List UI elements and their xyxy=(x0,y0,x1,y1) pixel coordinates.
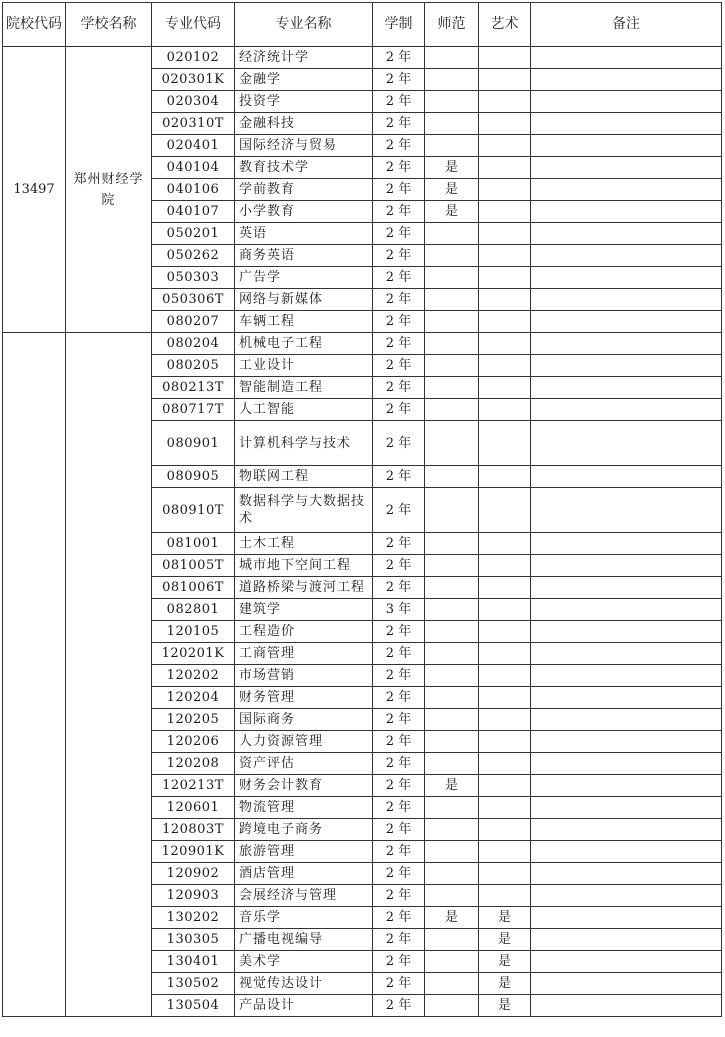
major-name-cell: 工业设计 xyxy=(235,355,373,377)
major-code-cell: 120213T xyxy=(152,775,235,797)
normal-flag-cell xyxy=(425,421,479,466)
normal-flag-cell xyxy=(425,709,479,731)
normal-flag-cell xyxy=(425,885,479,907)
art-flag-cell xyxy=(479,709,531,731)
major-code-cell: 082801 xyxy=(152,599,235,621)
remark-cell xyxy=(531,488,722,533)
years-cell: 2 年 xyxy=(373,201,425,223)
remark-cell xyxy=(531,995,722,1017)
normal-flag-cell xyxy=(425,466,479,488)
art-flag-cell xyxy=(479,69,531,91)
major-code-cell: 050303 xyxy=(152,267,235,289)
years-cell: 2 年 xyxy=(373,488,425,533)
years-cell: 2 年 xyxy=(373,775,425,797)
years-cell: 2 年 xyxy=(373,687,425,709)
art-flag-cell xyxy=(479,245,531,267)
major-code-cell: 130202 xyxy=(152,907,235,929)
years-cell: 2 年 xyxy=(373,113,425,135)
remark-cell xyxy=(531,245,722,267)
major-name-cell: 网络与新媒体 xyxy=(235,289,373,311)
years-cell: 2 年 xyxy=(373,399,425,421)
major-name-cell: 财务管理 xyxy=(235,687,373,709)
years-cell: 2 年 xyxy=(373,797,425,819)
normal-flag-cell xyxy=(425,665,479,687)
major-code-cell: 050201 xyxy=(152,223,235,245)
major-code-cell: 080717T xyxy=(152,399,235,421)
years-cell: 2 年 xyxy=(373,951,425,973)
normal-flag-cell xyxy=(425,995,479,1017)
major-name-cell: 旅游管理 xyxy=(235,841,373,863)
remark-cell xyxy=(531,841,722,863)
major-name-cell: 金融科技 xyxy=(235,113,373,135)
normal-flag-cell: 是 xyxy=(425,775,479,797)
remark-cell xyxy=(531,113,722,135)
major-name-cell: 美术学 xyxy=(235,951,373,973)
major-name-cell: 投资学 xyxy=(235,91,373,113)
remark-cell xyxy=(531,687,722,709)
art-flag-cell xyxy=(479,687,531,709)
art-flag-cell xyxy=(479,819,531,841)
header-art: 艺术 xyxy=(479,3,531,47)
art-flag-cell: 是 xyxy=(479,973,531,995)
remark-cell xyxy=(531,157,722,179)
major-name-cell: 机械电子工程 xyxy=(235,333,373,355)
years-cell: 2 年 xyxy=(373,179,425,201)
major-name-cell: 音乐学 xyxy=(235,907,373,929)
normal-flag-cell: 是 xyxy=(425,907,479,929)
major-code-cell: 080207 xyxy=(152,311,235,333)
normal-flag-cell xyxy=(425,973,479,995)
major-code-cell: 081001 xyxy=(152,533,235,555)
remark-cell xyxy=(531,333,722,355)
header-major-name: 专业名称 xyxy=(235,3,373,47)
remark-cell xyxy=(531,731,722,753)
major-name-cell: 数据科学与大数据技术 xyxy=(235,488,373,533)
years-cell: 2 年 xyxy=(373,995,425,1017)
remark-cell xyxy=(531,577,722,599)
art-flag-cell xyxy=(479,731,531,753)
normal-flag-cell: 是 xyxy=(425,157,479,179)
normal-flag-cell xyxy=(425,47,479,69)
major-name-cell: 经济统计学 xyxy=(235,47,373,69)
major-name-cell: 酒店管理 xyxy=(235,863,373,885)
years-cell: 2 年 xyxy=(373,466,425,488)
normal-flag-cell xyxy=(425,863,479,885)
art-flag-cell: 是 xyxy=(479,951,531,973)
major-code-cell: 081005T xyxy=(152,555,235,577)
remark-cell xyxy=(531,355,722,377)
major-code-cell: 130401 xyxy=(152,951,235,973)
remark-cell xyxy=(531,797,722,819)
normal-flag-cell xyxy=(425,289,479,311)
major-name-cell: 建筑学 xyxy=(235,599,373,621)
table-row xyxy=(3,333,722,355)
art-flag-cell xyxy=(479,797,531,819)
major-code-cell: 020102 xyxy=(152,47,235,69)
art-flag-cell xyxy=(479,289,531,311)
major-code-cell: 120204 xyxy=(152,687,235,709)
years-cell: 2 年 xyxy=(373,841,425,863)
header-major-code: 专业代码 xyxy=(152,3,235,47)
major-name-cell: 英语 xyxy=(235,223,373,245)
normal-flag-cell xyxy=(425,113,479,135)
years-cell: 2 年 xyxy=(373,421,425,466)
art-flag-cell xyxy=(479,333,531,355)
normal-flag-cell xyxy=(425,797,479,819)
remark-cell xyxy=(531,421,722,466)
years-cell: 2 年 xyxy=(373,245,425,267)
major-name-cell: 人工智能 xyxy=(235,399,373,421)
major-code-cell: 120206 xyxy=(152,731,235,753)
art-flag-cell xyxy=(479,179,531,201)
years-cell: 2 年 xyxy=(373,555,425,577)
normal-flag-cell xyxy=(425,399,479,421)
normal-flag-cell xyxy=(425,223,479,245)
normal-flag-cell: 是 xyxy=(425,179,479,201)
major-name-cell: 市场营销 xyxy=(235,665,373,687)
major-code-cell: 040104 xyxy=(152,157,235,179)
remark-cell xyxy=(531,533,722,555)
art-flag-cell xyxy=(479,135,531,157)
major-name-cell: 道路桥梁与渡河工程 xyxy=(235,577,373,599)
major-name-cell: 跨境电子商务 xyxy=(235,819,373,841)
major-name-cell: 视觉传达设计 xyxy=(235,973,373,995)
major-code-cell: 130504 xyxy=(152,995,235,1017)
header-remark: 备注 xyxy=(531,3,722,47)
major-name-cell: 工商管理 xyxy=(235,643,373,665)
years-cell: 2 年 xyxy=(373,355,425,377)
remark-cell xyxy=(531,311,722,333)
art-flag-cell xyxy=(479,311,531,333)
art-flag-cell xyxy=(479,223,531,245)
remark-cell xyxy=(531,819,722,841)
art-flag-cell xyxy=(479,47,531,69)
major-code-cell: 040107 xyxy=(152,201,235,223)
art-flag-cell: 是 xyxy=(479,907,531,929)
school-name-cell: 郑州财经学院 xyxy=(66,47,152,333)
art-flag-cell: 是 xyxy=(479,995,531,1017)
major-name-cell: 城市地下空间工程 xyxy=(235,555,373,577)
school-code-cell xyxy=(3,333,66,1017)
header-school-code: 院校代码 xyxy=(3,3,66,47)
normal-flag-cell xyxy=(425,643,479,665)
years-cell: 3 年 xyxy=(373,599,425,621)
years-cell: 2 年 xyxy=(373,91,425,113)
major-code-cell: 080204 xyxy=(152,333,235,355)
major-name-cell: 人力资源管理 xyxy=(235,731,373,753)
major-code-cell: 120208 xyxy=(152,753,235,775)
normal-flag-cell xyxy=(425,488,479,533)
normal-flag-cell xyxy=(425,929,479,951)
remark-cell xyxy=(531,973,722,995)
years-cell: 2 年 xyxy=(373,929,425,951)
major-code-cell: 120803T xyxy=(152,819,235,841)
remark-cell xyxy=(531,201,722,223)
major-name-cell: 土木工程 xyxy=(235,533,373,555)
normal-flag-cell xyxy=(425,731,479,753)
normal-flag-cell: 是 xyxy=(425,201,479,223)
major-code-cell: 020310T xyxy=(152,113,235,135)
major-code-cell: 050262 xyxy=(152,245,235,267)
art-flag-cell xyxy=(479,621,531,643)
art-flag-cell xyxy=(479,355,531,377)
remark-cell xyxy=(531,929,722,951)
remark-cell xyxy=(531,47,722,69)
major-code-cell: 120202 xyxy=(152,665,235,687)
major-name-cell: 国际商务 xyxy=(235,709,373,731)
major-name-cell: 广播电视编导 xyxy=(235,929,373,951)
years-cell: 2 年 xyxy=(373,643,425,665)
major-code-cell: 120105 xyxy=(152,621,235,643)
art-flag-cell xyxy=(479,466,531,488)
normal-flag-cell xyxy=(425,951,479,973)
normal-flag-cell xyxy=(425,687,479,709)
years-cell: 2 年 xyxy=(373,753,425,775)
major-code-cell: 130305 xyxy=(152,929,235,951)
art-flag-cell xyxy=(479,377,531,399)
normal-flag-cell xyxy=(425,91,479,113)
normal-flag-cell xyxy=(425,311,479,333)
years-cell: 2 年 xyxy=(373,621,425,643)
major-name-cell: 小学教育 xyxy=(235,201,373,223)
normal-flag-cell xyxy=(425,621,479,643)
major-name-cell: 学前教育 xyxy=(235,179,373,201)
art-flag-cell xyxy=(479,267,531,289)
art-flag-cell xyxy=(479,643,531,665)
years-cell: 2 年 xyxy=(373,665,425,687)
major-name-cell: 智能制造工程 xyxy=(235,377,373,399)
table-body xyxy=(3,47,722,1017)
remark-cell xyxy=(531,223,722,245)
school-code-cell: 13497 xyxy=(3,47,66,333)
remark-cell xyxy=(531,621,722,643)
major-name-cell: 会展经济与管理 xyxy=(235,885,373,907)
major-code-cell: 080905 xyxy=(152,466,235,488)
normal-flag-cell xyxy=(425,135,479,157)
art-flag-cell xyxy=(479,555,531,577)
years-cell: 2 年 xyxy=(373,69,425,91)
normal-flag-cell xyxy=(425,599,479,621)
art-flag-cell xyxy=(479,91,531,113)
years-cell: 2 年 xyxy=(373,267,425,289)
art-flag-cell xyxy=(479,488,531,533)
normal-flag-cell xyxy=(425,841,479,863)
header-row xyxy=(3,3,722,47)
art-flag-cell xyxy=(479,577,531,599)
years-cell: 2 年 xyxy=(373,973,425,995)
major-code-cell: 120901K xyxy=(152,841,235,863)
art-flag-cell xyxy=(479,863,531,885)
normal-flag-cell xyxy=(425,533,479,555)
major-code-cell: 020304 xyxy=(152,91,235,113)
major-code-cell: 120902 xyxy=(152,863,235,885)
years-cell: 2 年 xyxy=(373,311,425,333)
normal-flag-cell xyxy=(425,245,479,267)
major-name-cell: 计算机科学与技术 xyxy=(235,421,373,466)
major-code-cell: 120903 xyxy=(152,885,235,907)
normal-flag-cell xyxy=(425,555,479,577)
years-cell: 2 年 xyxy=(373,223,425,245)
remark-cell xyxy=(531,377,722,399)
art-flag-cell xyxy=(479,399,531,421)
art-flag-cell xyxy=(479,533,531,555)
normal-flag-cell xyxy=(425,355,479,377)
remark-cell xyxy=(531,69,722,91)
major-name-cell: 国际经济与贸易 xyxy=(235,135,373,157)
major-name-cell: 车辆工程 xyxy=(235,311,373,333)
major-code-cell: 130502 xyxy=(152,973,235,995)
major-name-cell: 教育技术学 xyxy=(235,157,373,179)
major-code-cell: 020401 xyxy=(152,135,235,157)
art-flag-cell xyxy=(479,841,531,863)
major-name-cell: 广告学 xyxy=(235,267,373,289)
years-cell: 2 年 xyxy=(373,135,425,157)
years-cell: 2 年 xyxy=(373,731,425,753)
remark-cell xyxy=(531,135,722,157)
remark-cell xyxy=(531,907,722,929)
remark-cell xyxy=(531,289,722,311)
years-cell: 2 年 xyxy=(373,885,425,907)
art-flag-cell xyxy=(479,599,531,621)
major-code-cell: 040106 xyxy=(152,179,235,201)
years-cell: 2 年 xyxy=(373,863,425,885)
major-name-cell: 物流管理 xyxy=(235,797,373,819)
remark-cell xyxy=(531,643,722,665)
major-code-cell: 050306T xyxy=(152,289,235,311)
remark-cell xyxy=(531,91,722,113)
remark-cell xyxy=(531,267,722,289)
major-name-cell: 物联网工程 xyxy=(235,466,373,488)
major-code-cell: 020301K xyxy=(152,69,235,91)
art-flag-cell xyxy=(479,421,531,466)
years-cell: 2 年 xyxy=(373,47,425,69)
major-name-cell: 工程造价 xyxy=(235,621,373,643)
remark-cell xyxy=(531,753,722,775)
remark-cell xyxy=(531,399,722,421)
years-cell: 2 年 xyxy=(373,157,425,179)
normal-flag-cell xyxy=(425,267,479,289)
major-code-cell: 080205 xyxy=(152,355,235,377)
art-flag-cell: 是 xyxy=(479,929,531,951)
art-flag-cell xyxy=(479,885,531,907)
art-flag-cell xyxy=(479,113,531,135)
remark-cell xyxy=(531,709,722,731)
major-code-cell: 080901 xyxy=(152,421,235,466)
years-cell: 2 年 xyxy=(373,533,425,555)
table-row xyxy=(3,47,722,69)
art-flag-cell xyxy=(479,665,531,687)
remark-cell xyxy=(531,555,722,577)
major-code-cell: 120201K xyxy=(152,643,235,665)
art-flag-cell xyxy=(479,753,531,775)
normal-flag-cell xyxy=(425,819,479,841)
major-name-cell: 产品设计 xyxy=(235,995,373,1017)
years-cell: 2 年 xyxy=(373,709,425,731)
art-flag-cell xyxy=(479,201,531,223)
header-school-name: 学校名称 xyxy=(66,3,152,47)
years-cell: 2 年 xyxy=(373,819,425,841)
major-code-cell: 120205 xyxy=(152,709,235,731)
normal-flag-cell xyxy=(425,577,479,599)
major-code-cell: 120601 xyxy=(152,797,235,819)
remark-cell xyxy=(531,665,722,687)
years-cell: 2 年 xyxy=(373,577,425,599)
remark-cell xyxy=(531,951,722,973)
major-name-cell: 财务会计教育 xyxy=(235,775,373,797)
majors-table xyxy=(2,2,722,1017)
major-code-cell: 081006T xyxy=(152,577,235,599)
art-flag-cell xyxy=(479,775,531,797)
major-code-cell: 080910T xyxy=(152,488,235,533)
remark-cell xyxy=(531,466,722,488)
major-name-cell: 资产评估 xyxy=(235,753,373,775)
years-cell: 2 年 xyxy=(373,907,425,929)
header-normal: 师范 xyxy=(425,3,479,47)
years-cell: 2 年 xyxy=(373,289,425,311)
school-name-cell xyxy=(66,333,152,1017)
major-code-cell: 080213T xyxy=(152,377,235,399)
years-cell: 2 年 xyxy=(373,377,425,399)
normal-flag-cell xyxy=(425,753,479,775)
remark-cell xyxy=(531,179,722,201)
remark-cell xyxy=(531,599,722,621)
art-flag-cell xyxy=(479,157,531,179)
normal-flag-cell xyxy=(425,377,479,399)
years-cell: 2 年 xyxy=(373,333,425,355)
normal-flag-cell xyxy=(425,69,479,91)
remark-cell xyxy=(531,885,722,907)
header-years: 学制 xyxy=(373,3,425,47)
normal-flag-cell xyxy=(425,333,479,355)
major-name-cell: 金融学 xyxy=(235,69,373,91)
remark-cell xyxy=(531,775,722,797)
remark-cell xyxy=(531,863,722,885)
major-name-cell: 商务英语 xyxy=(235,245,373,267)
